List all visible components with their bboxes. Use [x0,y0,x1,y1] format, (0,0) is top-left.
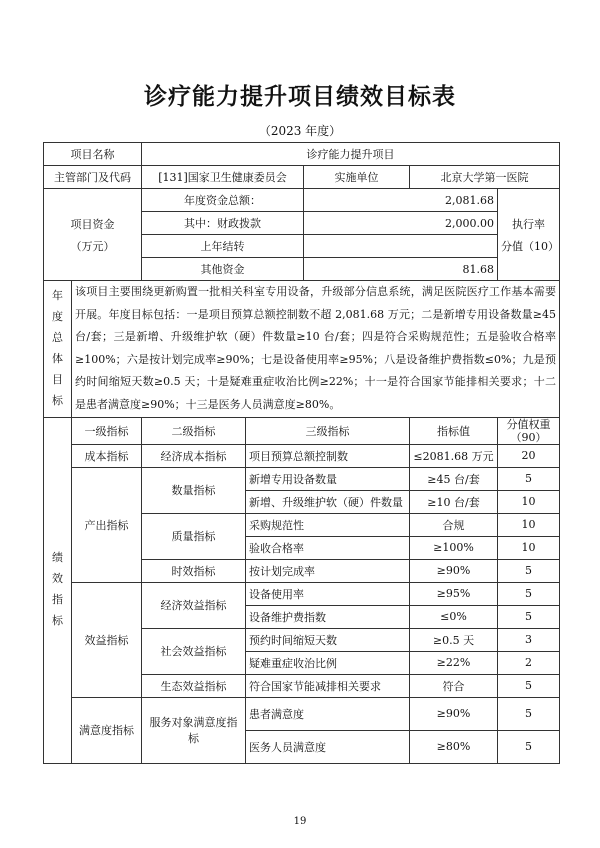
output-quality-2-weight: 10 [498,536,560,559]
funds-carryover-label: 上年结转 [142,235,304,258]
output-timeliness-1-name: 按计划完成率 [246,559,410,582]
benefit-economic-row-1 [44,582,560,605]
funds-label [44,189,142,281]
output-quality-2-name: 验收合格率 [246,536,410,559]
annual-goals-char: 总 [52,330,63,344]
funds-total-value: 2,081.68 [304,189,498,212]
funds-total-label: 年度资金总额： [142,189,304,212]
satisfaction-row-1 [44,697,560,730]
satisfaction-2-name: 医务人员满意度 [246,730,410,763]
performance-indicators-char: 指 [52,593,63,607]
satisfaction-level2: 服务对象满意度指标 [142,697,246,763]
page-number: 19 [293,816,307,827]
department-row [44,166,560,189]
satisfaction-2-weight: 5 [498,730,560,763]
satisfaction-level1: 满意度指标 [72,697,142,763]
funds-total-row [44,189,560,212]
output-quantity-level2: 数量指标 [142,467,246,513]
benefit-social-2-value: ≥22% [410,651,498,674]
cost-level3: 项目预算总额控制数 [246,444,410,467]
funds-other-value: 81.68 [304,258,498,281]
benefit-economic-level2: 经济效益指标 [142,582,246,628]
benefit-eco-1-value: 符合 [410,674,498,697]
benefit-economic-2-value: ≤0% [410,605,498,628]
project-name-value: 诊疗能力提升项目 [142,143,560,166]
annual-goals-char: 度 [52,310,63,323]
cost-indicator-row [44,444,560,467]
output-quantity-1-weight: 5 [498,467,560,490]
benefit-economic-2-name: 设备维护费指数 [246,605,410,628]
benefit-level1: 效益指标 [72,582,142,697]
project-name-label: 项目名称 [44,143,142,166]
benefit-social-2-weight: 2 [498,651,560,674]
funds-label-line1: 项目资金 [70,217,115,231]
funds-fiscal-label: 其中：财政拨款 [142,212,304,235]
header-level3: 三级指标 [246,417,410,444]
output-timeliness-1-value: ≥90% [410,559,498,582]
satisfaction-1-value: ≥90% [410,697,498,730]
benefit-eco-level2: 生态效益指标 [142,674,246,697]
output-quantity-2-name: 新增、升级维护软（硬）件数量 [246,490,410,513]
department-label: 主管部门及代码 [44,166,142,189]
annual-goals-text: 该项目主要围绕更新购置一批相关科室专用设备，升级部分信息系统，满足医院医疗工作基本需要开展。年度目标包括：一是项目预算总额控制数不超 2,081.68 万元；二是新增专用设备数量≥45 台/套；三是新增、升级维护软（硬）件数量≥10 台/套；四是符合采购规范性；五是验收合格率≥100%；六是按计划完成率≥90%；七是设备使用率≥95%；八是设备维护费指数≤0%；九是预约时间缩短天数≥0.5 天；十是疑难重症收治比例≥22%；十一是符合国家节能排相关要求；十二是患者满意度≥90%；十三是医务人员满意度≥80%。 [72,281,560,418]
output-level1: 产出指标 [72,467,142,582]
project-name-row [44,143,560,166]
header-value: 指标值 [410,417,498,444]
cost-value: ≤2081.68 万元 [410,444,498,467]
year-subtitle: （2023 年度） [258,124,342,138]
performance-indicators-char: 绩 [52,551,63,565]
performance-indicators-char: 效 [52,572,63,586]
execution-rate-line1: 执行率 [512,217,545,231]
benefit-social-1-name: 预约时间缩短天数 [246,628,410,651]
benefit-social-1-weight: 3 [498,628,560,651]
annual-goals-row [44,281,560,418]
annual-goals-char: 标 [52,393,63,407]
benefit-eco-1-name: 符合国家节能减排相关要求 [246,674,410,697]
execution-rate-label [498,189,560,281]
output-quality-1-weight: 10 [498,513,560,536]
header-weight: 分值权重（90） [498,417,560,444]
header-level2: 二级指标 [142,417,246,444]
benefit-economic-1-name: 设备使用率 [246,582,410,605]
page-title: 诊疗能力提升项目绩效目标表 [144,84,456,110]
benefit-social-2-name: 疑难重症收治比例 [246,651,410,674]
output-quantity-2-value: ≥10 台/套 [410,490,498,513]
funds-other-label: 其他资金 [142,258,304,281]
benefit-social-level2: 社会效益指标 [142,628,246,674]
annual-goals-label [44,281,72,418]
output-quantity-2-weight: 10 [498,490,560,513]
output-quality-1-value: 合规 [410,513,498,536]
performance-goals-table [43,142,560,764]
benefit-social-1-value: ≥0.5 天 [410,628,498,651]
implementing-unit-value: 北京大学第一医院 [410,166,560,189]
annual-goals-char: 年 [52,289,63,303]
performance-indicators-char: 标 [52,613,63,627]
annual-goals-char: 目 [52,372,63,386]
output-timeliness-1-weight: 5 [498,559,560,582]
satisfaction-2-value: ≥80% [410,730,498,763]
cost-weight: 20 [498,444,560,467]
funds-carryover-value [304,235,498,258]
output-quality-1-name: 采购规范性 [246,513,410,536]
benefit-economic-2-weight: 5 [498,605,560,628]
benefit-economic-1-weight: 5 [498,582,560,605]
output-timeliness-level2: 时效指标 [142,559,246,582]
satisfaction-1-name: 患者满意度 [246,697,410,730]
implementing-unit-label: 实施单位 [304,166,410,189]
execution-rate-line2: 分值（10） [501,239,559,253]
annual-goals-char: 体 [52,351,63,365]
benefit-economic-1-value: ≥95% [410,582,498,605]
header-level1: 一级指标 [72,417,142,444]
funds-fiscal-value: 2,000.00 [304,212,498,235]
output-quantity-1-value: ≥45 台/套 [410,467,498,490]
benefit-eco-1-weight: 5 [498,674,560,697]
satisfaction-1-weight: 5 [498,697,560,730]
performance-indicators-label [44,417,72,763]
department-value: [131]国家卫生健康委员会 [142,166,304,189]
cost-level1: 成本指标 [72,444,142,467]
output-quality-level2: 质量指标 [142,513,246,559]
funds-label-line2: （万元） [70,239,115,253]
cost-level2: 经济成本指标 [142,444,246,467]
output-quantity-1-name: 新增专用设备数量 [246,467,410,490]
output-quantity-row-1 [44,467,560,490]
indicator-header-row [44,417,560,444]
output-quality-2-value: ≥100% [410,536,498,559]
